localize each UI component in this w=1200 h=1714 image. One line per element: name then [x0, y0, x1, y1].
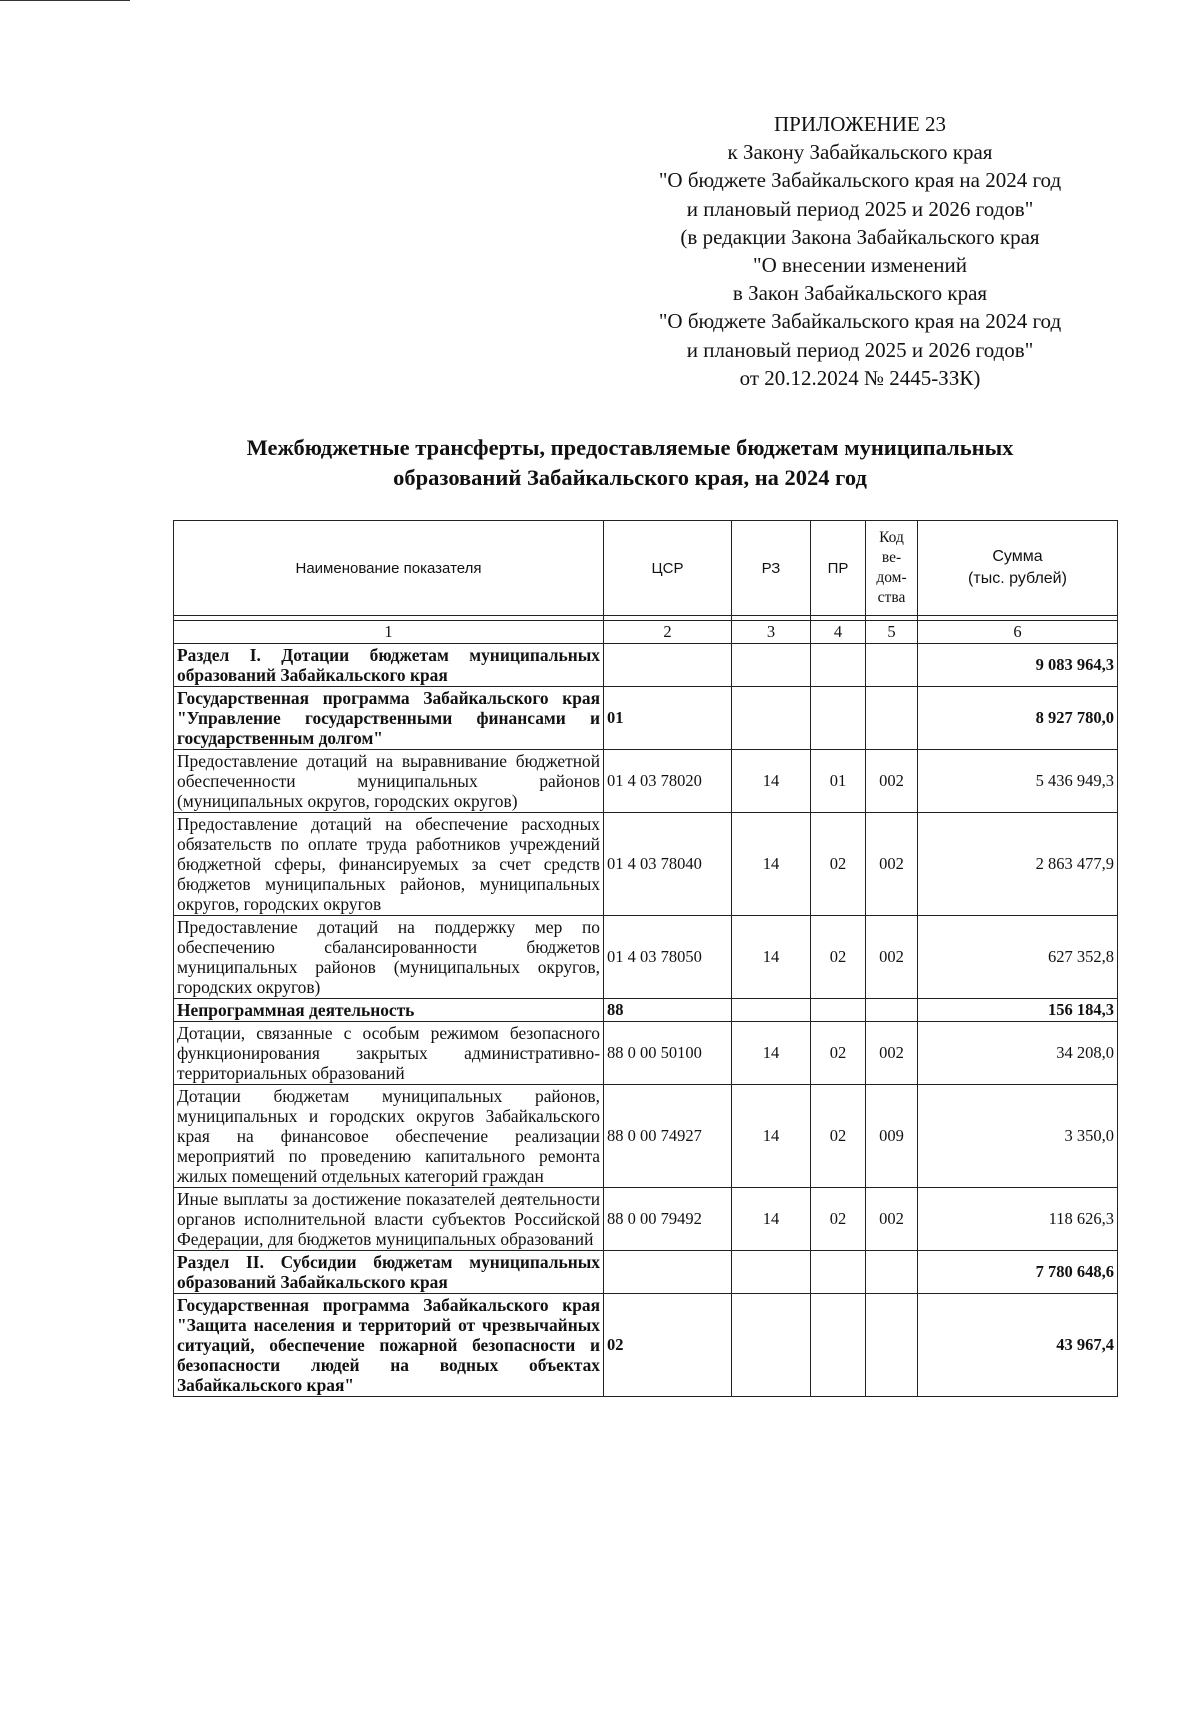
- cell-pr: [811, 644, 866, 687]
- cell-rz: [732, 1251, 811, 1294]
- transfers-table: [173, 520, 1118, 1397]
- cell-rz: 14: [732, 1188, 811, 1251]
- column-number: 6: [918, 621, 1118, 644]
- cell-pr: 01: [811, 750, 866, 813]
- column-number: 2: [604, 621, 732, 644]
- table-row: [174, 750, 1118, 813]
- cell-csr: 88 0 00 50100: [604, 1022, 732, 1085]
- appendix-line: "О бюджете Забайкальского края на 2024 год: [658, 168, 1062, 193]
- cell-ved: 002: [866, 1188, 918, 1251]
- appendix-line: в Закон Забайкальского края: [732, 281, 988, 306]
- cell-csr: 01: [604, 687, 732, 750]
- header-name: Наименование показателя: [174, 521, 604, 616]
- cell-pr: [811, 999, 866, 1022]
- cell-csr: 01 4 03 78020: [604, 750, 732, 813]
- appendix-line: и плановый период 2025 и 2026 годов": [686, 337, 1034, 362]
- cell-name: Дотации бюджетам муниципальных районов, муниципальных и городских округов Забайкальского края на финансовое обеспечение реализации мероприятий по проведению капитального ремонта жилых помещений отдельных категорий граждан: [174, 1085, 604, 1188]
- header-ved: Код ве- дом- ства: [866, 521, 918, 616]
- cell-sum: 5 436 949,3: [918, 750, 1118, 813]
- cell-ved: [866, 1251, 918, 1294]
- cell-csr: 88 0 00 74927: [604, 1085, 732, 1188]
- appendix-line: и плановый период 2025 и 2026 годов": [686, 196, 1034, 221]
- table-row: [174, 1188, 1118, 1251]
- header-pr: ПР: [811, 521, 866, 616]
- table-row: [174, 916, 1118, 999]
- cell-name: Непрограммная деятельность: [174, 999, 604, 1022]
- cell-rz: 14: [732, 916, 811, 999]
- appendix-line: (в редакции Закона Забайкальского края: [680, 224, 1040, 249]
- cell-csr: 01 4 03 78040: [604, 813, 732, 916]
- cell-sum: 7 780 648,6: [918, 1251, 1118, 1294]
- cell-sum: 9 083 964,3: [918, 644, 1118, 687]
- column-number: 5: [866, 621, 918, 644]
- column-number: 1: [174, 621, 604, 644]
- table-row: [174, 687, 1118, 750]
- cell-ved: [866, 1294, 918, 1397]
- appendix-line: к Закону Забайкальского края: [727, 140, 993, 165]
- table-row: [174, 644, 1118, 687]
- cell-pr: [811, 1251, 866, 1294]
- cell-name: Иные выплаты за достижение показателей деятельности органов исполнительной власти субъектов Российской Федерации, для бюджетов муниципальных образований: [174, 1188, 604, 1251]
- cell-csr: 01 4 03 78050: [604, 916, 732, 999]
- cell-ved: 009: [866, 1085, 918, 1188]
- cell-rz: [732, 687, 811, 750]
- cell-csr: [604, 644, 732, 687]
- cell-sum: 34 208,0: [918, 1022, 1118, 1085]
- cell-rz: [732, 999, 811, 1022]
- header-rz: РЗ: [732, 521, 811, 616]
- cell-pr: 02: [811, 813, 866, 916]
- cell-name: Предоставление дотаций на выравнивание бюджетной обеспеченности муниципальных районов (муниципальных округов, городских округов): [174, 750, 604, 813]
- cell-csr: 02: [604, 1294, 732, 1397]
- header-sum: [918, 521, 1118, 616]
- cell-sum: 156 184,3: [918, 999, 1118, 1022]
- cell-csr: 88: [604, 999, 732, 1022]
- cell-pr: 02: [811, 1085, 866, 1188]
- cell-name: Предоставление дотаций на поддержку мер по обеспечению сбалансированности бюджетов муниципальных районов (муниципальных округов, городских округов): [174, 916, 604, 999]
- cell-pr: 02: [811, 1022, 866, 1085]
- cell-pr: [811, 1294, 866, 1397]
- cell-rz: [732, 644, 811, 687]
- table-row: [174, 1251, 1118, 1294]
- cell-sum: 627 352,8: [918, 916, 1118, 999]
- cell-rz: 14: [732, 1085, 811, 1188]
- cell-rz: [732, 1294, 811, 1397]
- cell-pr: [811, 687, 866, 750]
- table-row: [174, 1085, 1118, 1188]
- cell-ved: [866, 687, 918, 750]
- title-line-2: образований Забайкальского края, на 2024 год: [393, 465, 867, 490]
- cell-sum: 3 350,0: [918, 1085, 1118, 1188]
- column-number: 4: [811, 621, 866, 644]
- cell-sum: 118 626,3: [918, 1188, 1118, 1251]
- header-csr: ЦСР: [604, 521, 732, 616]
- table-row: [174, 813, 1118, 916]
- table-header-row: [174, 521, 1118, 616]
- cell-ved: [866, 999, 918, 1022]
- appendix-line: ПРИЛОЖЕНИЕ 23: [774, 112, 946, 136]
- cell-sum: 43 967,4: [918, 1294, 1118, 1397]
- cell-name: Раздел II. Субсидии бюджетам муниципальных образований Забайкальского края: [174, 1251, 604, 1294]
- column-number: 3: [732, 621, 811, 644]
- cell-name: Предоставление дотаций на обеспечение расходных обязательств по оплате труда работников учреждений бюджетной сферы, финансируемых за счет средств бюджетов муниципальных районов, муниципальных округов, городских округов: [174, 813, 604, 916]
- cell-name: Государственная программа Забайкальского края "Управление государственными финансами и государственным долгом": [174, 687, 604, 750]
- header-sum-line1: Сумма: [992, 548, 1043, 565]
- cell-rz: 14: [732, 750, 811, 813]
- title-line-1: Межбюджетные трансферты, предоставляемые бюджетам муниципальных: [246, 435, 1014, 460]
- cell-ved: 002: [866, 813, 918, 916]
- scan-edge-line: [0, 0, 130, 1]
- document-title: [160, 433, 1100, 493]
- cell-ved: [866, 644, 918, 687]
- column-number-row: [174, 621, 1118, 644]
- header-sum-line2: (тыс. рублей): [968, 570, 1067, 587]
- appendix-line: "О бюджете Забайкальского края на 2024 год: [658, 309, 1062, 334]
- cell-csr: [604, 1251, 732, 1294]
- table-row: [174, 1022, 1118, 1085]
- cell-pr: 02: [811, 916, 866, 999]
- cell-name: Раздел I. Дотации бюджетам муниципальных образований Забайкальского края: [174, 644, 604, 687]
- table-row: [174, 1294, 1118, 1397]
- cell-name: Государственная программа Забайкальского края "Защита населения и территорий от чрезвычайных ситуаций, обеспечение пожарной безопасности и безопасности людей на водных объектах Забайкальского края": [174, 1294, 604, 1397]
- cell-name: Дотации, связанные с особым режимом безопасного функционирования закрытых административно-территориальных образований: [174, 1022, 604, 1085]
- cell-pr: 02: [811, 1188, 866, 1251]
- appendix-line: от 20.12.2024 № 2445-ЗЗК): [739, 365, 981, 390]
- cell-rz: 14: [732, 813, 811, 916]
- cell-ved: 002: [866, 916, 918, 999]
- cell-sum: 8 927 780,0: [918, 687, 1118, 750]
- appendix-header: [600, 110, 1120, 392]
- cell-ved: 002: [866, 1022, 918, 1085]
- cell-ved: 002: [866, 750, 918, 813]
- table-row: [174, 999, 1118, 1022]
- cell-csr: 88 0 00 79492: [604, 1188, 732, 1251]
- cell-sum: 2 863 477,9: [918, 813, 1118, 916]
- appendix-line: "О внесении изменений: [753, 253, 967, 278]
- cell-rz: 14: [732, 1022, 811, 1085]
